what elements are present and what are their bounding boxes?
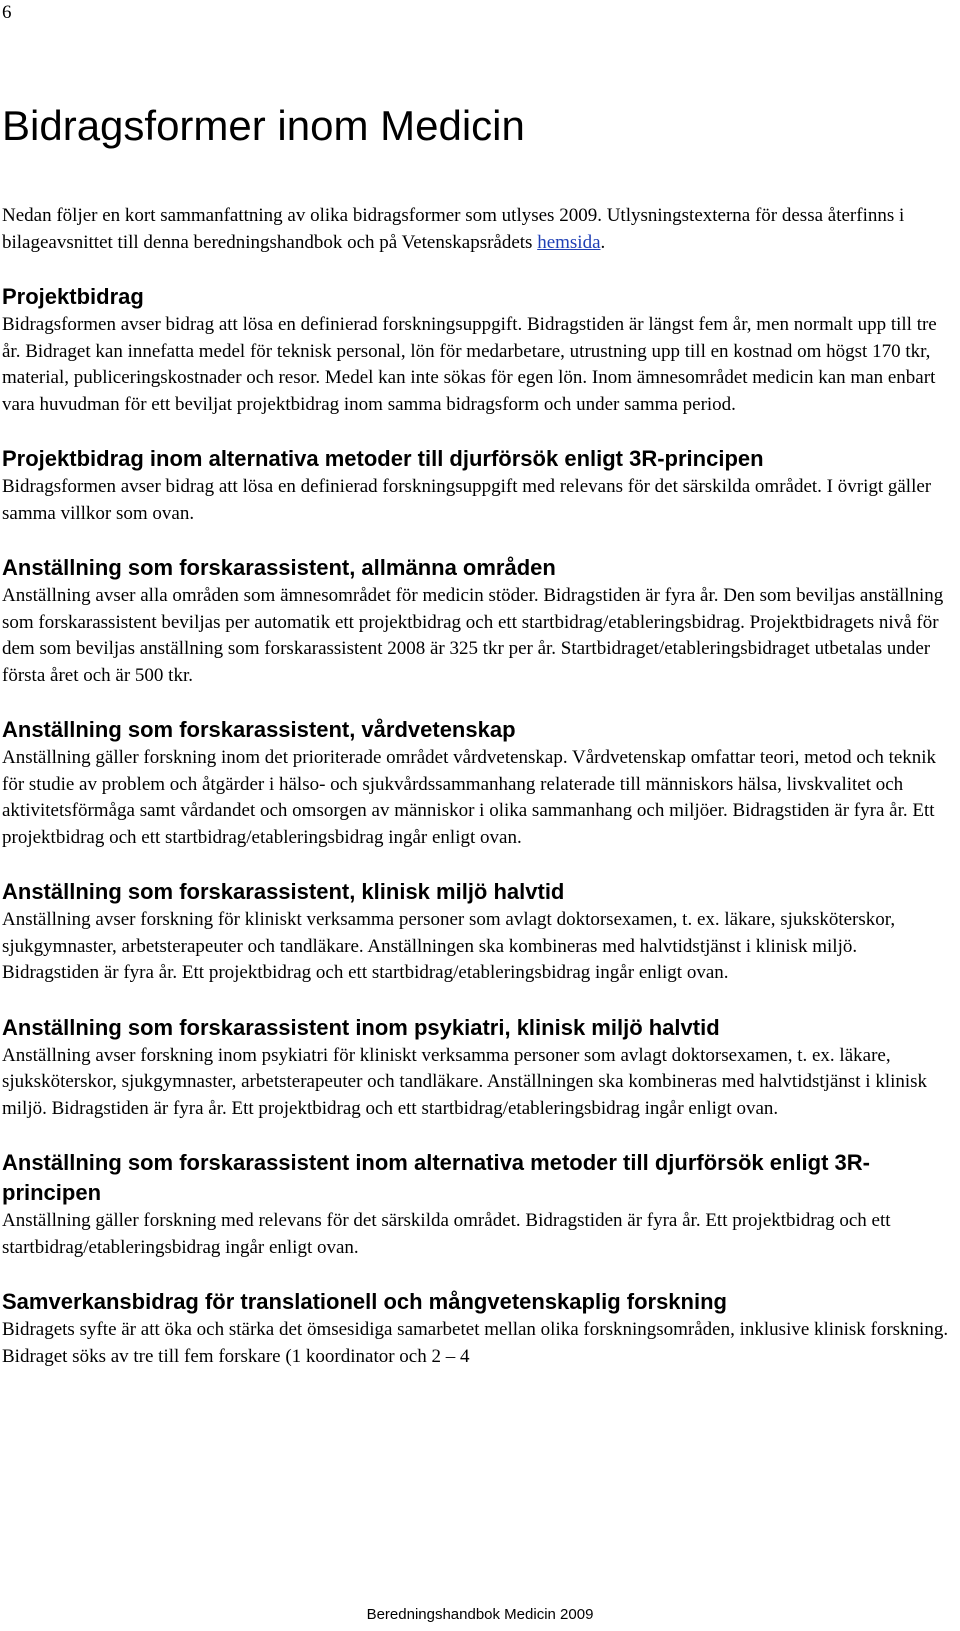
section-body: Anställning gäller forskning inom det prioriterade området vårdvetenskap. Vårdvetenskap omfattar teori, metod och teknik för studie av problem och åtgärder i hälso- och sjukvårdssammanhang relaterade till människors hälsa, livskvalitet och aktivitetsförmåga samt vårdandet och omsorgen av människor i olika sammanhang och miljöer. Bidragstiden är fyra år. Ett projektbidrag och ett startbidrag/etableringsbidrag ingår enligt ovan.	[2, 747, 937, 848]
section-heading: Projektbidrag inom alternativa metoder till djurförsök enligt 3R-principen	[2, 446, 764, 471]
page-number: 6	[2, 2, 12, 23]
section-heading: Anställning som forskarassistent, vårdvetenskap	[2, 717, 516, 742]
section-heading: Samverkansbidrag för translationell och mångvetenskaplig forskning	[2, 1289, 727, 1314]
section-heading: Anställning som forskarassistent, allmänna områden	[2, 555, 556, 580]
section-heading: Anställning som forskarassistent inom psykiatri, klinisk miljö halvtid	[2, 1014, 720, 1040]
intro-text-end: .	[600, 231, 606, 253]
section-heading: Anställning som forskarassistent inom alternativa metoder till djurförsök enligt 3R-principen	[2, 1150, 870, 1205]
hemsida-link[interactable]: hemsida	[537, 231, 601, 253]
section-body: Anställning gäller forskning med relevans för det särskilda området. Bidragstiden är fyra år. Ett projektbidrag och ett startbidrag/etableringsbidrag ingår enligt ovan.	[2, 1210, 891, 1258]
section-forskarassistent-allmanna	[2, 553, 954, 689]
page-title: Bidragsformer inom Medicin	[2, 102, 525, 149]
section-samverkansbidrag	[2, 1287, 954, 1370]
section-forskarassistent-klinisk	[2, 877, 954, 987]
section-forskarassistent-psykiatri	[2, 1013, 954, 1123]
section-body: Bidragsformen avser bidrag att lösa en definierad forskningsuppgift med relevans för det särskilda området. I övrigt gäller samma villkor som ovan.	[2, 476, 932, 524]
intro-text: Nedan följer en kort sammanfattning av olika bidragsformer som utlyses 2009. Utlysningstexterna för dessa återfinns i bilageavsnittet till denna beredningshandbok och på Vetenskapsrådets	[2, 205, 905, 253]
section-forskarassistent-3r	[2, 1148, 954, 1261]
document-body	[2, 95, 954, 1396]
section-heading: Projektbidrag	[2, 284, 144, 309]
section-body: Bidragsformen avser bidrag att lösa en definierad forskningsuppgift. Bidragstiden är längst fem år, men normalt upp till tre år. Bidraget kan innefatta medel för teknisk personal, lön för medarbetare, utrustning upp till en kostnad om högst 170 tkr, material, publiceringskostnader och resor. Medel kan inte sökas för egen lön. Inom ämnesområdet medicin kan man enbart vara huvudman för ett beviljat projektbidrag inom samma bidragsform och under samma period.	[2, 314, 937, 415]
page-footer: Beredningshandbok Medicin 2009	[366, 1606, 594, 1623]
section-forskarassistent-vardvetenskap	[2, 715, 954, 851]
section-projektbidrag-3r	[2, 444, 954, 527]
section-heading: Anställning som forskarassistent, klinisk miljö halvtid	[2, 879, 565, 904]
section-projektbidrag	[2, 282, 954, 418]
section-body: Anställning avser forskning för kliniskt verksamma personer som avlagt doktorsexamen, t. ex. läkare, sjuksköterskor, sjukgymnaster, arbetsterapeuter och tandläkare. Anställningen ska kombineras med halvtidstjänst i klinisk miljö. Bidragstiden är fyra år. Ett projektbidrag och ett startbidrag/etableringsbidrag ingår enligt ovan.	[2, 909, 896, 983]
intro-paragraph	[2, 203, 954, 256]
section-body: Anställning avser forskning inom psykiatri för kliniskt verksamma personer som avlagt doktorsexamen, t. ex. läkare, sjuksköterskor, sjukgymnaster, arbetsterapeuter och tandläkare. Anställningen ska kombineras med halvtidstjänst i klinisk miljö. Bidragstiden är fyra år. Ett projektbidrag och ett startbidrag/etableringsbidrag ingår enligt ovan.	[2, 1044, 928, 1119]
section-body: Anställning avser alla områden som ämnesområdet för medicin stöder. Bidragstiden är fyra år. Den som beviljas anställning som forskarassistent beviljas per automatik ett projektbidrag och ett startbidrag/etableringsbidrag. Projektbidragets nivå för dem som beviljas anställning som forskarassistent 2008 är 325 tkr per år. Startbidraget/etableringsbidraget utbetalas under första året och är 500 tkr.	[2, 585, 944, 686]
section-body: Bidragets syfte är att öka och stärka det ömsesidiga samarbetet mellan olika forskningsområden, inklusive klinisk forskning. Bidraget söks av tre till fem forskare (1 koordinator och 2 – 4	[2, 1319, 949, 1367]
